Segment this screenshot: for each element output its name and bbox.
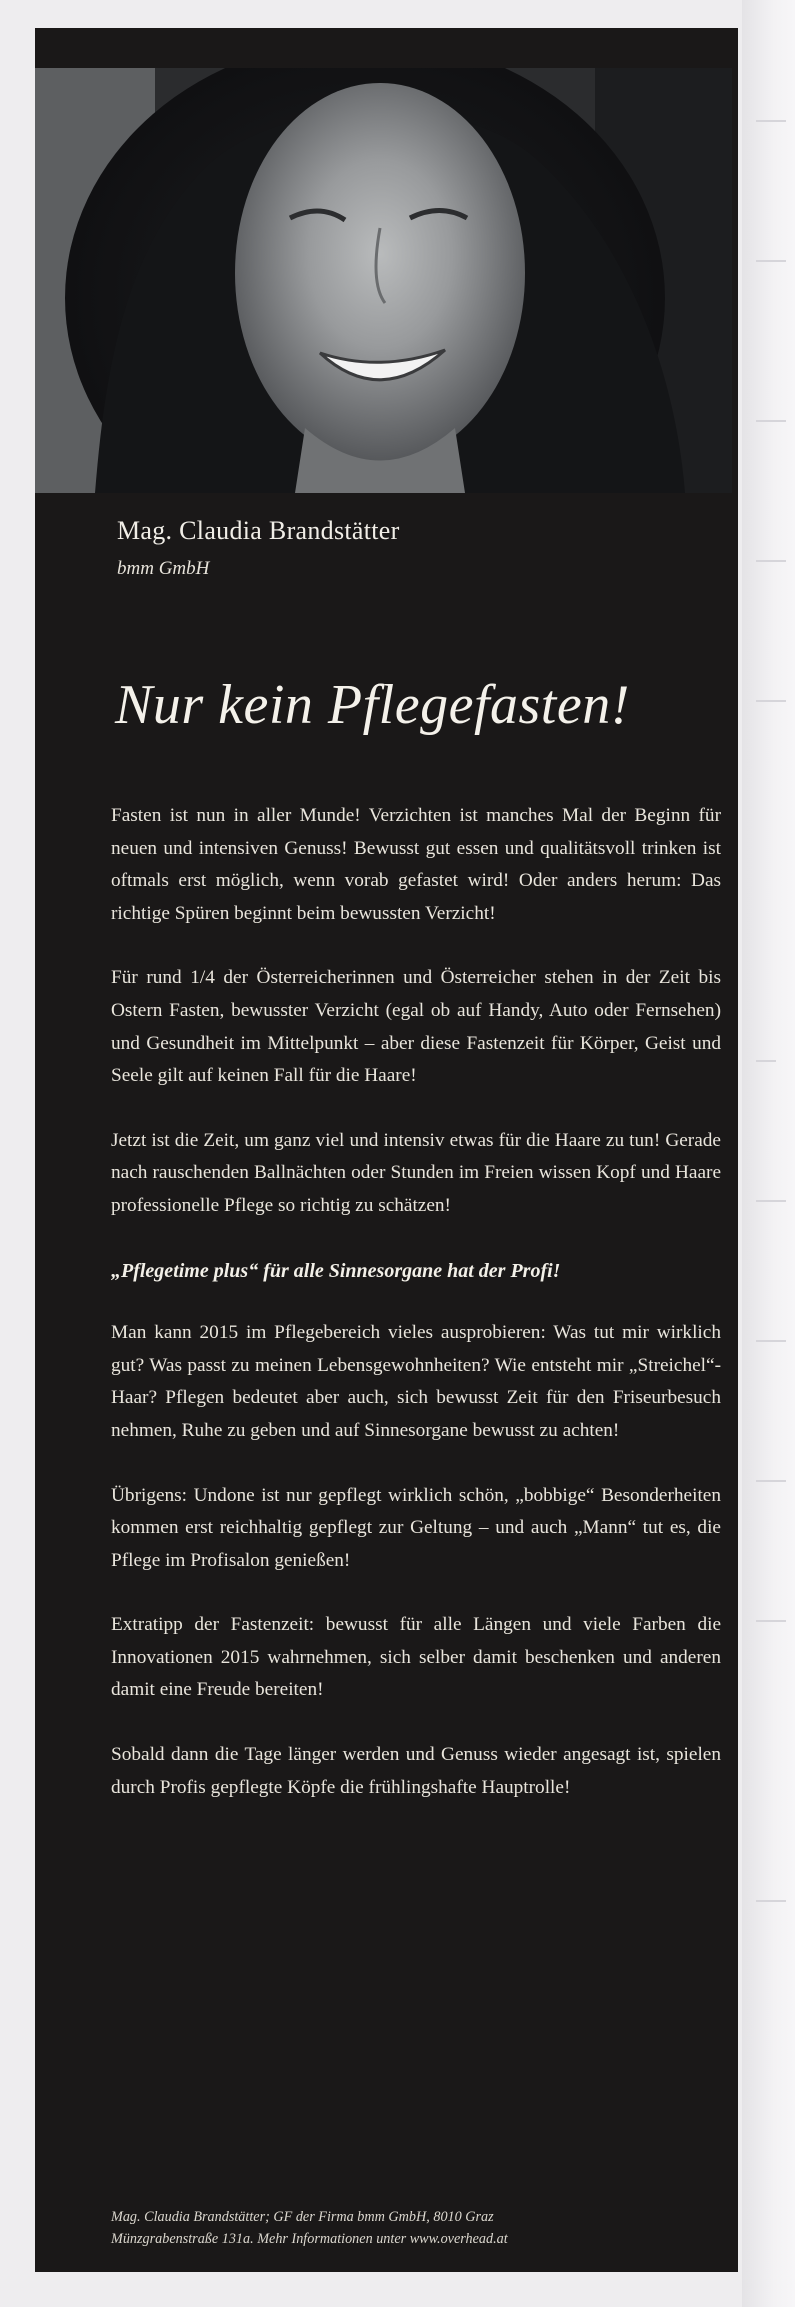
paragraph: Extratipp der Fastenzeit: bewusst für alle Längen und viele Farben die Innovationen 2015 wahrnehmen, sich selber damit beschenken und anderen damit eine Freude bereiten! bbox=[111, 1614, 721, 1701]
paragraph: Fasten ist nun in aller Munde! Verzichten ist manches Mal der Beginn für neuen und intensiven Genuss! Bewusst gut essen und qualitätsvoll trinken ist oftmals erst möglich, wenn vorab gefastet wird! Oder anders herum: Das richtige Spüren beginnt beim bewussten Verzicht! bbox=[111, 805, 721, 924]
facing-page-edge bbox=[742, 0, 795, 2307]
footer-line: Mag. Claudia Brandstätter; GF der Firma bmm GmbH, 8010 Graz bbox=[111, 2209, 494, 2225]
article-headline: Nur kein Pflegefasten! bbox=[115, 674, 630, 736]
paragraph: Man kann 2015 im Pflegebereich vieles ausprobieren: Was tut mir wirklich gut? Was passt zu meinen Lebensgewohnheiten? Wie entsteht mir „Streichel“-Haar? Pflegen bedeutet aber auch, sich bewusst Zeit für den Friseurbesuch nehmen, Ruhe zu geben und auf Sinnesorgane bewusst zu achten! bbox=[111, 1322, 721, 1441]
author-name: Mag. Claudia Brandstätter bbox=[117, 516, 400, 545]
article-body bbox=[111, 800, 721, 1836]
article-panel bbox=[35, 28, 738, 2272]
paragraph: Sobald dann die Tage länger werden und Genuss wieder angesagt ist, spielen durch Profis gepflegte Köpfe die frühlingshafte Hauptrolle! bbox=[111, 1744, 721, 1798]
paragraph: Jetzt ist die Zeit, um ganz viel und intensiv etwas für die Haare zu tun! Gerade nach rauschenden Ballnächten oder Stunden im Freien wissen Kopf und Haare professionelle Pflege so richtig zu schätzen! bbox=[111, 1129, 721, 1216]
article-subheading: „Pflegetime plus“ für alle Sinnesorgane hat der Profi! bbox=[111, 1259, 561, 1282]
paragraph: Für rund 1/4 der Österreicherinnen und Österreicher stehen in der Zeit bis Ostern Fasten, bewusster Verzicht (egal ob auf Handy, Auto oder Fernsehen) und Gesundheit im Mittelpunkt – aber diese Fastenzeit für Körper, Geist und Seele gilt auf keinen Fall für die Haare! bbox=[111, 967, 721, 1087]
author-company: bmm GmbH bbox=[117, 558, 210, 579]
author-portrait-photo bbox=[35, 68, 732, 493]
paragraph: Übrigens: Undone ist nur gepflegt wirklich schön, „bobbige“ Besonderheiten kommen erst reichhaltig gepflegt zur Geltung – und auch „Mann“ tut es, die Pflege im Profisalon genießen! bbox=[111, 1484, 721, 1571]
author-info-footer bbox=[111, 2206, 721, 2250]
footer-line: Münzgrabenstraße 131a. Mehr Informationen unter www.overhead.at bbox=[111, 2231, 508, 2247]
